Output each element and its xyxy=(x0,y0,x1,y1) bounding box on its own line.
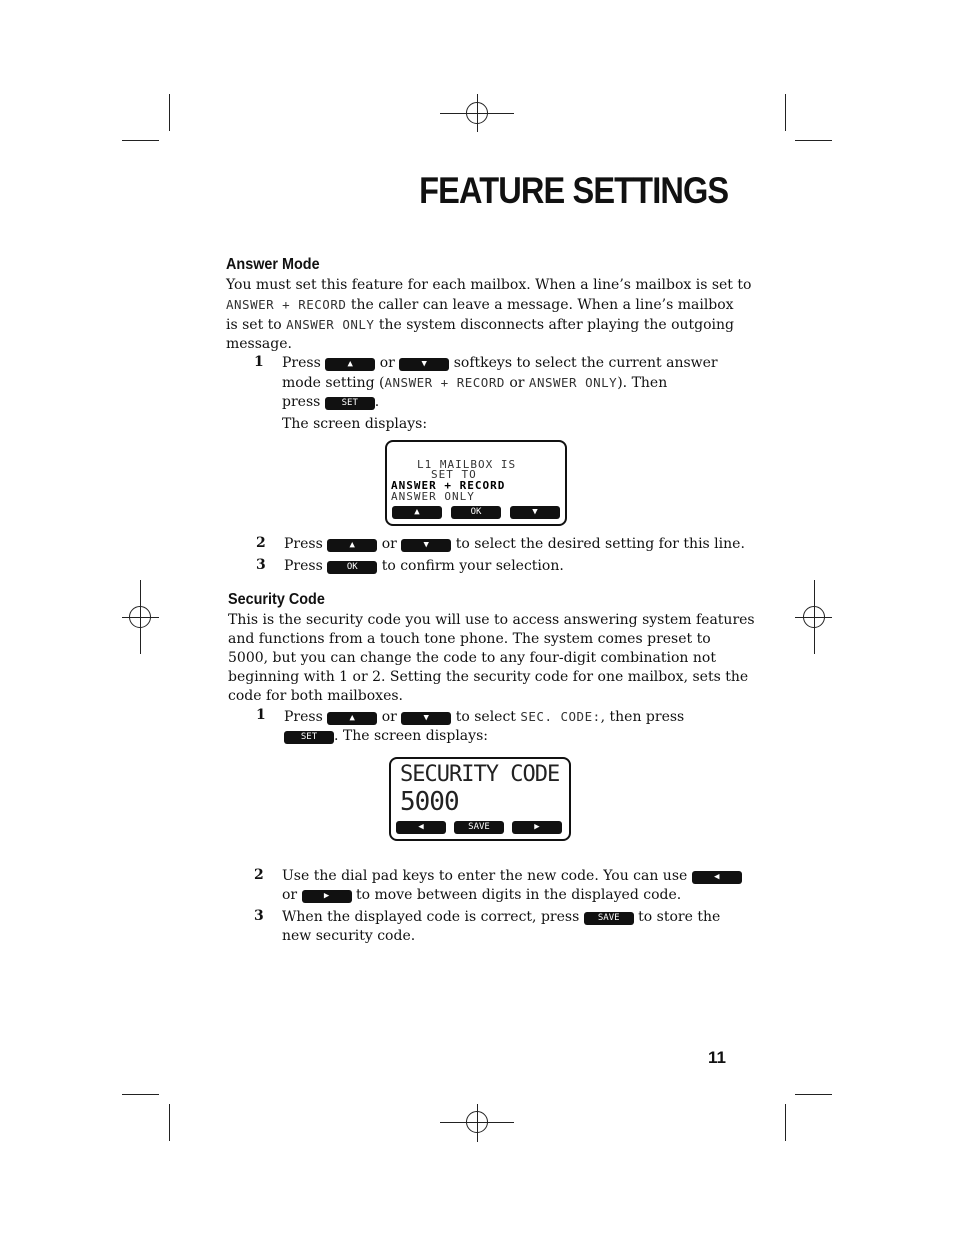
text: , then press xyxy=(600,709,685,725)
security-code-paragraph xyxy=(228,611,755,706)
text: the system disconnects after playing the outgoing xyxy=(374,317,735,333)
lcd-line: ANSWER ONLY xyxy=(391,490,475,503)
lcd-down-softkey[interactable] xyxy=(510,506,560,519)
lcd-ok-softkey[interactable]: OK xyxy=(451,506,501,519)
down-softkey-button[interactable] xyxy=(401,712,451,725)
text-line: and functions from a touch tone phone. The system comes preset to xyxy=(228,631,711,647)
text: mode setting ( xyxy=(282,375,385,391)
security-code-heading: Security Code xyxy=(228,591,325,608)
text: or xyxy=(381,536,397,552)
text: to store the xyxy=(638,909,721,925)
text: ). Then xyxy=(617,375,668,391)
text-line xyxy=(282,908,720,927)
crop-mark xyxy=(795,140,832,141)
lcd-screen-mailbox xyxy=(385,440,567,526)
text: to select xyxy=(455,709,521,725)
up-softkey-button[interactable] xyxy=(325,358,375,371)
up-arrow-icon: ▲ xyxy=(349,713,355,723)
text: Use the dial pad keys to enter the new code. You can use xyxy=(282,868,688,884)
right-arrow-icon: ▶ xyxy=(323,891,330,901)
text: Press xyxy=(284,709,323,725)
text: or xyxy=(504,375,529,391)
answer-mode-paragraph xyxy=(226,276,751,354)
text: . The screen displays: xyxy=(334,728,488,744)
security-code-step-2 xyxy=(282,867,742,905)
step-number: 2 xyxy=(256,535,266,551)
text-line: beginning with 1 or 2. Setting the security code for one mailbox, sets the xyxy=(228,669,749,685)
text: to confirm your selection. xyxy=(381,558,564,574)
lcd-line: SET TO xyxy=(431,468,477,481)
security-code-step-1 xyxy=(284,707,684,746)
text: When the displayed code is correct, press xyxy=(282,909,580,925)
text-line: You must set this feature for each mailbox. When a line’s mailbox is set to xyxy=(226,277,752,293)
answer-mode-step-3 xyxy=(284,557,564,576)
page-number: 11 xyxy=(708,1048,726,1067)
lcd-left-softkey[interactable] xyxy=(396,821,446,834)
up-arrow-icon: ▲ xyxy=(414,507,420,517)
display-text: ANSWER + RECORD xyxy=(384,375,505,390)
display-text: ANSWER ONLY xyxy=(286,317,375,332)
lcd-line: L1 MAILBOX IS xyxy=(417,458,517,471)
up-arrow-icon: ▲ xyxy=(349,540,355,550)
down-arrow-icon: ▼ xyxy=(423,540,429,550)
up-softkey-button[interactable] xyxy=(327,712,377,725)
text: Press xyxy=(284,558,323,574)
step-number: 2 xyxy=(254,867,264,883)
lcd-line: SECURITY CODE xyxy=(400,762,560,787)
text: or xyxy=(379,355,395,371)
right-softkey-button[interactable] xyxy=(302,890,352,903)
answer-mode-step-2 xyxy=(284,535,745,554)
text: to move between digits in the displayed code. xyxy=(356,887,682,903)
text: Press xyxy=(282,355,321,371)
left-arrow-icon: ◀ xyxy=(714,872,720,882)
text: press xyxy=(282,394,321,410)
text-line xyxy=(226,315,751,335)
text: or xyxy=(282,887,298,903)
registration-mark-icon xyxy=(466,1111,488,1133)
text: or xyxy=(381,709,397,725)
answer-mode-heading: Answer Mode xyxy=(226,256,320,273)
step-number: 1 xyxy=(254,354,264,370)
registration-mark-icon xyxy=(129,606,151,628)
down-arrow-icon: ▼ xyxy=(423,713,429,723)
text: to select the desired setting for this line. xyxy=(455,536,745,552)
up-softkey-button[interactable] xyxy=(327,539,377,552)
text-line xyxy=(284,727,684,746)
crop-mark xyxy=(785,94,786,131)
left-softkey-button[interactable] xyxy=(692,871,742,884)
lcd-line-selected: ANSWER + RECORD xyxy=(391,479,506,492)
step-number: 3 xyxy=(256,557,266,573)
crop-mark xyxy=(785,1104,786,1141)
text-line xyxy=(282,393,718,412)
text: the caller can leave a message. When a line’s mailbox xyxy=(346,297,734,313)
down-softkey-button[interactable] xyxy=(399,358,449,371)
set-softkey-button[interactable]: SET xyxy=(325,397,375,410)
down-arrow-icon: ▼ xyxy=(421,359,427,369)
crop-mark xyxy=(122,1094,159,1095)
down-arrow-icon: ▼ xyxy=(532,507,538,517)
text-line xyxy=(282,867,742,886)
crop-mark xyxy=(122,140,159,141)
text-line xyxy=(284,707,684,727)
security-code-step-3 xyxy=(282,908,720,946)
text: Press xyxy=(284,536,323,552)
display-text: SEC. CODE: xyxy=(520,709,601,724)
set-softkey-button[interactable]: SET xyxy=(284,731,334,744)
text: is set to xyxy=(226,317,287,333)
text-line: The screen displays: xyxy=(282,416,428,432)
lcd-right-softkey[interactable] xyxy=(512,821,562,834)
step-number: 3 xyxy=(254,908,264,924)
crop-mark xyxy=(795,1094,832,1095)
page-title: FEATURE SETTINGS xyxy=(418,170,728,211)
text-line xyxy=(282,373,718,393)
text-line xyxy=(282,354,718,373)
lcd-screen-security-code xyxy=(389,757,571,841)
text: . xyxy=(374,394,380,410)
registration-mark-icon xyxy=(466,102,488,124)
left-arrow-icon: ◀ xyxy=(418,822,424,832)
crop-mark xyxy=(169,94,170,131)
right-arrow-icon: ▶ xyxy=(534,822,540,832)
crop-mark xyxy=(169,1104,170,1141)
text: softkeys to select the current answer xyxy=(453,355,718,371)
text-line: code for both mailboxes. xyxy=(228,688,403,704)
ok-softkey-button[interactable]: OK xyxy=(327,561,377,574)
text-line: This is the security code you will use to access answering system features xyxy=(228,612,755,628)
text-line xyxy=(282,886,742,905)
lcd-up-softkey[interactable] xyxy=(392,506,442,519)
step-number: 1 xyxy=(256,707,266,723)
lcd-save-softkey[interactable]: SAVE xyxy=(454,821,504,834)
save-softkey-button[interactable]: SAVE xyxy=(584,912,634,925)
text-line: 5000, but you can change the code to any four-digit combination not xyxy=(228,650,716,666)
registration-mark-icon xyxy=(803,606,825,628)
display-text: ANSWER + RECORD xyxy=(226,297,347,312)
down-softkey-button[interactable] xyxy=(401,539,451,552)
lcd-code-value: 5000 xyxy=(400,787,459,817)
text-line: message. xyxy=(226,336,292,352)
up-arrow-icon: ▲ xyxy=(347,359,353,369)
display-text: ANSWER ONLY xyxy=(528,375,618,390)
text-line xyxy=(226,295,751,315)
text-line: new security code. xyxy=(282,928,416,944)
answer-mode-step-1 xyxy=(282,354,718,434)
